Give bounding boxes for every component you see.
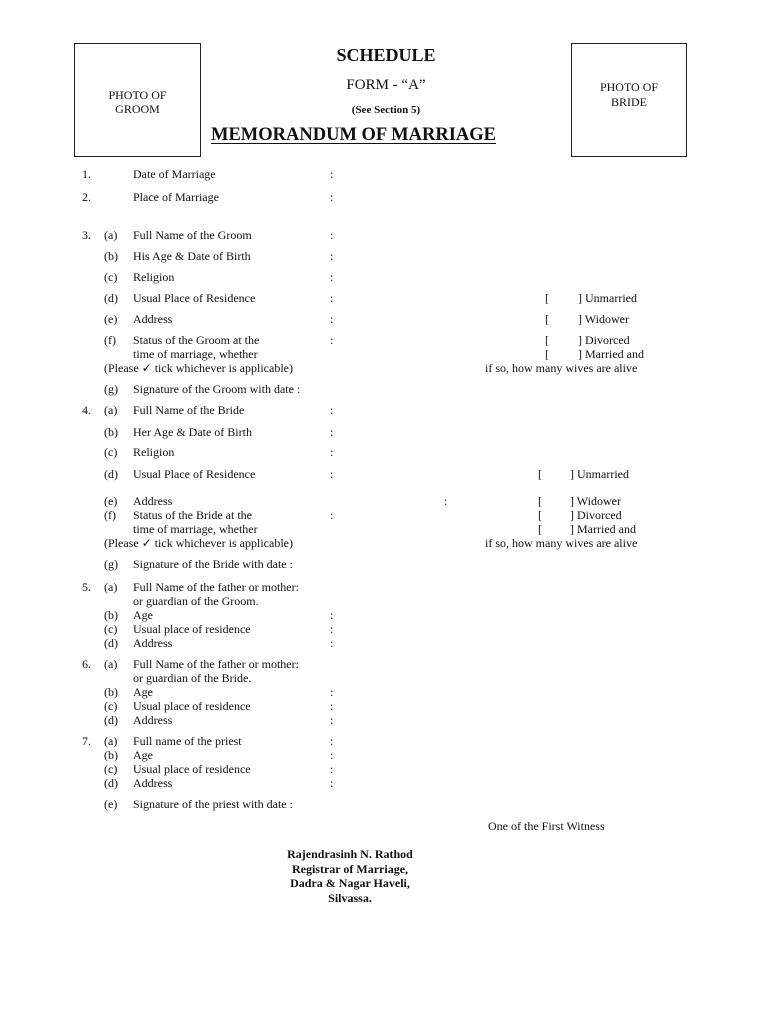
- schedule-heading: SCHEDULE: [336, 45, 436, 65]
- item-number: 2.: [82, 190, 91, 204]
- field-colon: :: [330, 734, 334, 748]
- sub-item-marker: (a): [104, 657, 118, 671]
- photo-groom-label-line1: PHOTO OF: [108, 88, 167, 102]
- field-colon: :: [330, 699, 334, 713]
- sub-item-marker: (f): [104, 508, 116, 522]
- bracket: [: [545, 312, 549, 326]
- bracket: [: [538, 494, 542, 508]
- field-label: Usual Place of Residence: [133, 291, 256, 305]
- sub-item-marker: (c): [104, 762, 118, 776]
- field-label: Status of the Groom at the: [133, 333, 260, 347]
- sub-item-marker: (c): [104, 622, 118, 636]
- field-label: or guardian of the Bride.: [133, 671, 252, 685]
- signatory-region: Dadra & Nagar Haveli,: [290, 876, 410, 890]
- photo-bride-box: [571, 43, 687, 157]
- field-label: Religion: [133, 270, 175, 284]
- address-colon: :: [444, 494, 448, 508]
- field-label: Age: [133, 685, 153, 699]
- sub-item-marker: (a): [104, 580, 118, 594]
- field-colon: :: [330, 333, 334, 347]
- photo-groom-box: [74, 43, 201, 157]
- field-label: Full name of the priest: [133, 734, 242, 748]
- photo-bride-label-line2: BRIDE: [611, 95, 647, 109]
- field-label: Signature of the Groom with date :: [133, 382, 301, 396]
- sub-item-marker: (a): [104, 403, 118, 417]
- field-colon: :: [330, 291, 334, 305]
- field-label: time of marriage, whether: [133, 347, 258, 361]
- field-label: Signature of the Bride with date :: [133, 557, 293, 571]
- field-label: Address: [133, 636, 173, 650]
- bracket: [: [545, 333, 549, 347]
- field-colon: :: [330, 425, 334, 439]
- option-married: ] Married and: [578, 347, 644, 361]
- field-label: Place of Marriage: [133, 190, 219, 204]
- field-label: Address: [133, 776, 173, 790]
- field-colon: :: [330, 249, 334, 263]
- sub-item-marker: (b): [104, 425, 118, 439]
- wives-alive-note: if so, how many wives are alive: [485, 361, 638, 375]
- sub-item-marker: (d): [104, 636, 118, 650]
- signatory-block: [230, 847, 470, 905]
- option-unmarried: ] Unmarried: [578, 291, 637, 305]
- field-label: Date of Marriage: [133, 167, 216, 181]
- bracket: [: [545, 347, 549, 361]
- option-divorced: ] Divorced: [570, 508, 622, 522]
- field-colon: :: [330, 445, 334, 459]
- field-label: Full Name of the father or mother:: [133, 657, 299, 671]
- field-label: His Age & Date of Birth: [133, 249, 251, 263]
- field-label: Age: [133, 608, 153, 622]
- field-colon: :: [330, 312, 334, 326]
- item-number: 4.: [82, 403, 91, 417]
- field-label: Address: [133, 713, 173, 727]
- field-label: Usual place of residence: [133, 762, 251, 776]
- sub-item-marker: (a): [104, 734, 118, 748]
- field-label: Religion: [133, 445, 175, 459]
- sub-item-marker: (c): [104, 445, 118, 459]
- item-number: 1.: [82, 167, 91, 181]
- sub-item-marker: (c): [104, 270, 118, 284]
- sub-item-marker: (b): [104, 608, 118, 622]
- signatory-city: Silvassa.: [328, 890, 372, 905]
- field-colon: :: [330, 228, 334, 242]
- option-unmarried: ] Unmarried: [570, 467, 629, 481]
- page-title: MEMORANDUM OF MARRIAGE: [211, 125, 496, 145]
- field-colon: :: [330, 622, 334, 636]
- field-label: Usual place of residence: [133, 622, 251, 636]
- form-heading: FORM - “A”: [346, 77, 426, 93]
- sub-item-marker: (b): [104, 748, 118, 762]
- field-label: Full Name of the father or mother:: [133, 580, 299, 594]
- sub-item-marker: (e): [104, 494, 118, 508]
- sub-item-marker: (c): [104, 699, 118, 713]
- sub-item-marker: (b): [104, 685, 118, 699]
- sub-item-marker: (b): [104, 249, 118, 263]
- section-reference: (See Section 5): [351, 104, 421, 116]
- tick-instruction: (Please ✓ tick whichever is applicable): [104, 536, 293, 550]
- sub-item-marker: (d): [104, 291, 118, 305]
- field-label: Full Name of the Bride: [133, 403, 245, 417]
- field-colon: :: [330, 167, 334, 181]
- field-colon: :: [330, 467, 334, 481]
- field-label: Address: [133, 494, 173, 508]
- wives-alive-note: if so, how many wives are alive: [485, 536, 638, 550]
- bracket: [: [538, 467, 542, 481]
- field-colon: :: [330, 636, 334, 650]
- sub-item-marker: (g): [104, 557, 118, 571]
- sub-item-marker: (d): [104, 713, 118, 727]
- field-colon: :: [330, 608, 334, 622]
- option-widower: ] Widower: [570, 494, 621, 508]
- field-colon: :: [330, 508, 334, 522]
- signatory-name: Rajendrasinh N. Rathod: [287, 847, 413, 861]
- field-colon: :: [330, 270, 334, 284]
- item-number: 5.: [82, 580, 91, 594]
- field-label: Her Age & Date of Birth: [133, 425, 252, 439]
- sub-item-marker: (e): [104, 312, 118, 326]
- field-label: Status of the Bride at the: [133, 508, 252, 522]
- field-colon: :: [330, 748, 334, 762]
- first-witness-label: One of the First Witness: [488, 819, 605, 833]
- field-label: Full Name of the Groom: [133, 228, 252, 242]
- field-label: time of marriage, whether: [133, 522, 258, 536]
- photo-groom-label-line2: GROOM: [115, 102, 160, 116]
- field-label: Usual place of residence: [133, 699, 251, 713]
- bracket: [: [538, 522, 542, 536]
- field-colon: :: [330, 190, 334, 204]
- photo-bride-label-line1: PHOTO OF: [599, 80, 659, 94]
- bracket: [: [538, 508, 542, 522]
- field-label: or guardian of the Groom.: [133, 594, 259, 608]
- sub-item-marker: (d): [104, 776, 118, 790]
- field-label: Signature of the priest with date :: [133, 797, 293, 811]
- tick-instruction: (Please ✓ tick whichever is applicable): [104, 361, 293, 375]
- item-number: 3.: [82, 228, 91, 242]
- option-widower: ] Widower: [578, 312, 629, 326]
- field-colon: :: [330, 776, 334, 790]
- sub-item-marker: (g): [104, 382, 118, 396]
- item-number: 6.: [82, 657, 91, 671]
- sub-item-marker: (f): [104, 333, 116, 347]
- signatory-title: Registrar of Marriage,: [291, 861, 409, 876]
- field-label: Usual Place of Residence: [133, 467, 256, 481]
- field-colon: :: [330, 713, 334, 727]
- sub-item-marker: (d): [104, 467, 118, 481]
- option-married: ] Married and: [570, 522, 636, 536]
- field-colon: :: [330, 685, 334, 699]
- option-divorced: ] Divorced: [578, 333, 630, 347]
- sub-item-marker: (a): [104, 228, 118, 242]
- item-number: 7.: [82, 734, 91, 748]
- bracket: [: [545, 291, 549, 305]
- field-label: Age: [133, 748, 153, 762]
- field-colon: :: [330, 403, 334, 417]
- field-colon: :: [330, 762, 334, 776]
- sub-item-marker: (e): [104, 797, 118, 811]
- field-label: Address: [133, 312, 173, 326]
